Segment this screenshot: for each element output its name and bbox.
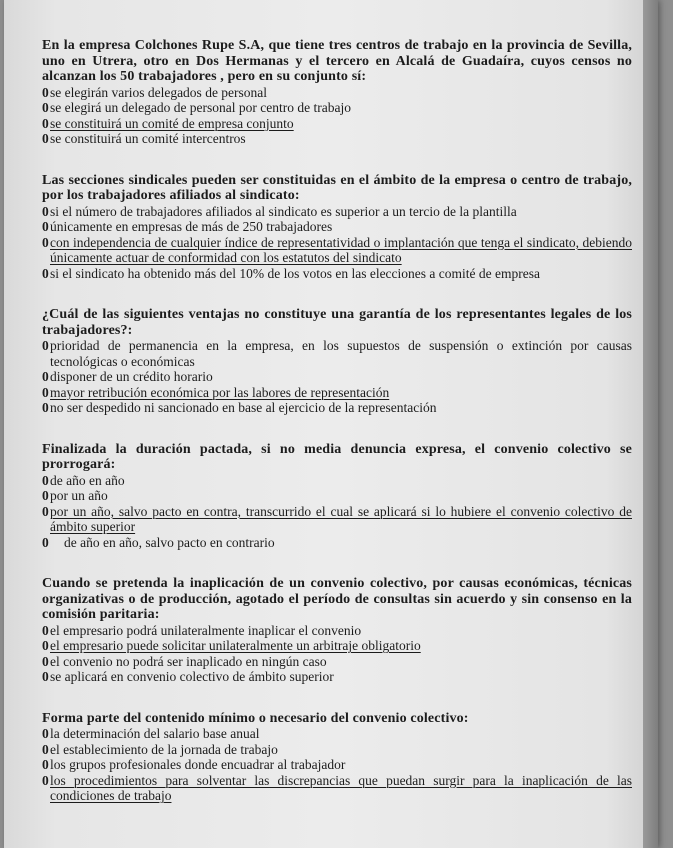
option-mark: 0 <box>42 84 49 100</box>
answer-option[interactable] <box>42 473 632 489</box>
option-text: se constituirá un comité de empresa conjunto <box>50 115 294 131</box>
option-mark: 0 <box>42 726 49 741</box>
option-text: disponer de un crédito horario <box>50 369 213 384</box>
question-block <box>42 442 632 551</box>
question-text: Finalizada la duración pactada, si no media denuncia expresa, el convenio colectivo se prorrogará: <box>42 441 632 472</box>
option-mark: 0 <box>42 653 49 669</box>
option-mark: 0 <box>42 757 49 772</box>
question-text: Cuando se pretenda la inaplicación de un convenio colectivo, por causas económicas, técnicas organizativas o de producción, agotado el período de consultas sin acuerdo y sin consenso en la comisión paritaria: <box>42 576 632 622</box>
question-block <box>42 307 632 416</box>
option-mark: 0 <box>42 219 49 234</box>
option-text: el empresario puede solicitar unilateralmente un arbitraje obligatorio <box>50 638 421 653</box>
option-text: los procedimientos para solventar las discrepancias que puedan surgir para la inaplicación de las condiciones de trabajo <box>50 772 632 803</box>
option-text: el establecimiento de la jornada de trabajo <box>50 741 278 757</box>
answer-option-underlined[interactable] <box>42 773 632 804</box>
answer-option[interactable] <box>42 654 632 670</box>
question-block <box>42 38 632 147</box>
option-text: el convenio no podrá ser inaplicado en ningún caso <box>50 653 327 669</box>
option-text: si el sindicato ha obtenido más del 10% de los votos en las elecciones a comité de empresa <box>50 265 540 281</box>
option-mark: 0 <box>42 203 49 219</box>
answer-option[interactable] <box>42 400 632 416</box>
question-text: Las secciones sindicales pueden ser constituidas en el ámbito de la empresa o centro de trabajo, por los trabajadores afiliados al sindicato: <box>42 172 632 203</box>
answer-option[interactable] <box>42 623 632 639</box>
option-mark: 0 <box>42 400 49 415</box>
answer-option[interactable] <box>42 757 632 773</box>
option-mark: 0 <box>42 472 49 488</box>
option-text: de año en año, salvo pacto en contrario <box>64 534 275 550</box>
answer-option-underlined[interactable] <box>42 638 632 654</box>
option-text: los grupos profesionales donde encuadrar al trabajador <box>50 757 346 772</box>
answer-option[interactable] <box>42 204 632 220</box>
option-mark: 0 <box>42 622 49 638</box>
answer-option[interactable] <box>42 669 632 685</box>
option-mark: 0 <box>42 534 49 550</box>
option-text: de año en año <box>50 472 125 488</box>
option-text: la determinación del salario base anual <box>50 726 260 741</box>
question-text: Forma parte del contenido mínimo o necesario del convenio colectivo: <box>42 710 469 726</box>
answer-option-underlined[interactable] <box>42 116 632 132</box>
option-mark: 0 <box>42 234 49 250</box>
answer-option[interactable] <box>42 338 632 369</box>
answer-option[interactable] <box>42 369 632 385</box>
scanned-page <box>4 0 658 848</box>
option-mark: 0 <box>42 669 49 684</box>
answer-option-underlined[interactable] <box>42 504 632 535</box>
option-text: con independencia de cualquier índice de representatividad o implantación que tenga el sindicato, debiendo únicamente actuar de conformidad con los estatutos del sindicato <box>50 234 632 265</box>
question-block <box>42 173 632 282</box>
option-mark: 0 <box>42 265 49 281</box>
option-text: únicamente en empresas de más de 250 trabajadores <box>50 219 333 234</box>
answer-option[interactable] <box>42 219 632 235</box>
answer-option[interactable] <box>42 131 632 147</box>
option-text: prioridad de permanencia en la empresa, en los supuestos de suspensión o extinción por causas tecnológicas o económicas <box>50 338 632 369</box>
option-mark: 0 <box>42 369 49 384</box>
answer-option[interactable] <box>42 100 632 116</box>
option-mark: 0 <box>42 772 49 788</box>
option-text: se elegirán varios delegados de personal <box>50 84 268 100</box>
answer-option[interactable] <box>42 726 632 742</box>
question-block <box>42 711 632 804</box>
option-mark: 0 <box>42 338 49 353</box>
option-text: si el número de trabajadores afiliados al sindicato es superior a un tercio de la plantilla <box>50 203 517 219</box>
answer-option[interactable] <box>42 266 632 282</box>
answer-option[interactable] <box>42 535 632 551</box>
option-mark: 0 <box>42 503 49 519</box>
answer-option[interactable] <box>42 488 632 504</box>
option-text: por un año <box>50 488 108 503</box>
exam-content <box>42 38 632 826</box>
question-block <box>42 576 632 685</box>
option-text: no ser despedido ni sancionado en base al ejercicio de la representación <box>50 400 437 415</box>
option-text: se aplicará en convenio colectivo de ámbito superior <box>50 669 334 684</box>
option-mark: 0 <box>42 131 49 146</box>
page-edge-shadow <box>643 0 658 848</box>
option-mark: 0 <box>42 488 49 503</box>
option-mark: 0 <box>42 100 49 115</box>
answer-option-underlined[interactable] <box>42 235 632 266</box>
option-mark: 0 <box>42 384 49 400</box>
option-text: se elegirá un delegado de personal por centro de trabajo <box>50 100 351 115</box>
option-mark: 0 <box>42 115 49 131</box>
answer-option[interactable] <box>42 742 632 758</box>
option-mark: 0 <box>42 741 49 757</box>
question-text: ¿Cuál de las siguientes ventajas no constituye una garantía de los representantes legales de los trabajadores?: <box>42 307 632 338</box>
option-mark: 0 <box>42 638 49 653</box>
answer-option-underlined[interactable] <box>42 385 632 401</box>
option-text: por un año, salvo pacto en contra, transcurrido el cual se aplicará si lo hubiere el convenio colectivo de ámbito superior <box>50 503 632 534</box>
option-text: se constituirá un comité intercentros <box>50 131 246 146</box>
question-text: En la empresa Colchones Rupe S.A, que tiene tres centros de trabajo en la provincia de Sevilla, uno en Utrera, otro en Dos Hermanas y el tercero en Alcalá de Guadaíra, cuyos censos no alcanzan los 50 trabajadores , pero en su conjunto sí: <box>42 38 632 84</box>
answer-option[interactable] <box>42 85 632 101</box>
option-text: mayor retribución económica por las labores de representación <box>50 384 390 400</box>
option-text: el empresario podrá unilateralmente inaplicar el convenio <box>50 622 362 638</box>
